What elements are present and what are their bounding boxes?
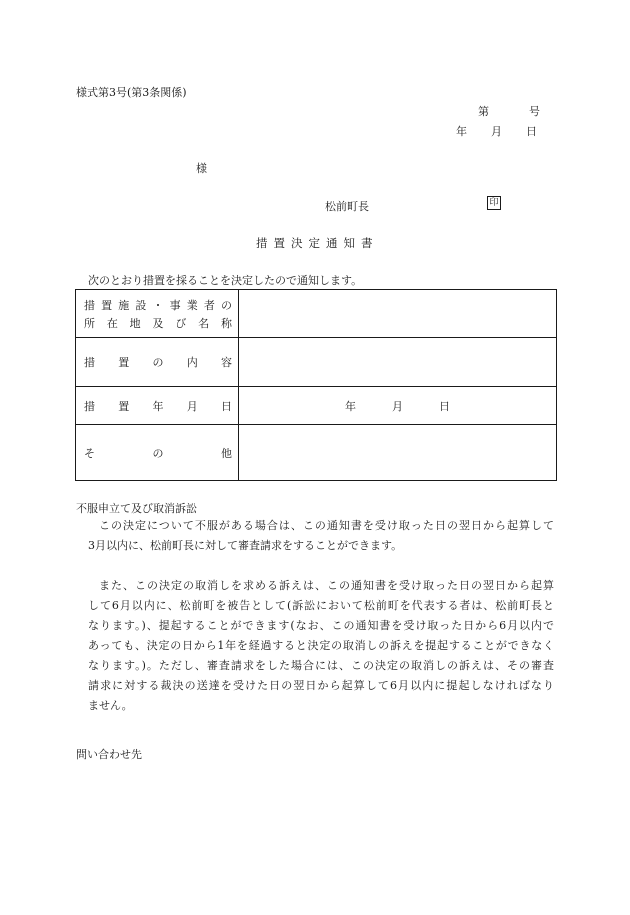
label-char: 措 [84, 356, 95, 369]
label-char: び [175, 316, 187, 330]
measure-month: 月 [392, 399, 403, 413]
facility-label-text2 [84, 315, 232, 331]
addressee-suffix: 様 [196, 162, 207, 175]
measure-year: 年 [345, 399, 356, 413]
label-char: 在 [106, 316, 118, 330]
label-char: の [221, 298, 232, 312]
seal-mark: 印 [487, 196, 501, 210]
table-row [76, 425, 557, 481]
label-char: 措 [84, 298, 95, 312]
label-char: 地 [129, 316, 141, 330]
label-char: 置 [118, 399, 130, 413]
paragraph-line: なります。)。ただし、審査請求をした場合には、この決定の取消しの訴えは、その審査 [88, 659, 554, 672]
issuer-name: 松前町長 [325, 200, 369, 213]
label-char: 業 [186, 298, 198, 312]
paragraph-line: 請求に対する裁決の送達を受けた日の翌日から起算して6月以内に提起しなければなり [88, 679, 554, 692]
label-char: 年 [152, 399, 164, 413]
measure-day: 日 [439, 399, 450, 413]
table-row [76, 338, 557, 387]
other-label-cell [76, 425, 239, 481]
objection-paragraph-2 [88, 576, 554, 716]
number-suffix: 号 [529, 105, 540, 118]
label-char: 名 [198, 316, 210, 330]
label-char: 称 [220, 316, 232, 330]
paragraph-line: この決定について不服がある場合は、この通知書を受け取った日の翌日から起算して [99, 519, 554, 532]
label-char: の [152, 446, 164, 460]
date-value-cell[interactable] [239, 387, 557, 425]
content-label-text [84, 354, 232, 370]
label-char: 置 [101, 298, 113, 312]
label-char: 所 [84, 316, 95, 330]
measure-table [75, 289, 557, 481]
other-value-cell[interactable] [239, 425, 557, 481]
date-label-cell [76, 387, 239, 425]
label-char: 内 [186, 356, 198, 369]
label-char: 設 [135, 298, 147, 312]
other-label-text [84, 445, 232, 461]
paragraph-line: 3月以内に、松前町長に対して審査請求をすることができます。 [88, 539, 403, 552]
lead-sentence: 次のとおり措置を採ることを決定したので通知します。 [88, 274, 363, 287]
paragraph-line: あっても、決定の日から1年を経過すると決定の取消しの訴えを提起することができなく [88, 639, 554, 652]
issue-month: 月 [491, 125, 502, 138]
facility-label-cell [76, 290, 239, 338]
facility-value-cell[interactable] [239, 290, 557, 338]
facility-label-line2 [84, 315, 232, 331]
label-char: 及 [152, 316, 164, 330]
label-char: 措 [84, 399, 95, 413]
contact-label: 問い合わせ先 [76, 748, 142, 761]
label-char: 月 [186, 399, 198, 413]
label-char: そ [84, 446, 95, 460]
label-char: ・ [152, 298, 164, 312]
facility-label-line1 [84, 297, 232, 313]
label-char: 置 [118, 356, 130, 369]
issue-year: 年 [456, 125, 467, 138]
objection-heading: 不服申立て及び取消訴訟 [76, 502, 197, 515]
label-char: 容 [221, 356, 232, 369]
paragraph-line: ません。 [88, 699, 133, 712]
objection-paragraph-1 [88, 516, 554, 556]
table-row [76, 290, 557, 338]
number-prefix: 第 [478, 105, 489, 118]
content-label-cell [76, 338, 239, 387]
issue-date-line [456, 123, 537, 139]
issue-day: 日 [526, 125, 537, 138]
facility-label-text1 [84, 297, 232, 313]
document-number-line [478, 103, 540, 119]
label-char: 施 [118, 298, 130, 312]
label-char: の [152, 356, 164, 369]
content-value-cell[interactable] [239, 338, 557, 387]
date-label-text [84, 398, 232, 414]
label-char: 者 [203, 298, 215, 312]
document-title: 措置決定通知書 [256, 236, 379, 250]
form-number-title: 様式第3号(第3条関係) [76, 86, 187, 99]
paragraph-line: なります。)、提起することができます(なお、この通知書を受け取った日から6月以内で [88, 619, 554, 632]
label-char: 日 [221, 399, 232, 413]
paragraph-line: また、この決定の取消しを求める訴えは、この通知書を受け取った日の翌日から起算 [99, 579, 554, 592]
label-char: 他 [221, 446, 232, 460]
label-char: 事 [169, 298, 181, 312]
table-row [76, 387, 557, 425]
paragraph-line: して6月以内に、松前町を被告として(訴訟において松前町を代表する者は、松前町長と [88, 599, 554, 612]
